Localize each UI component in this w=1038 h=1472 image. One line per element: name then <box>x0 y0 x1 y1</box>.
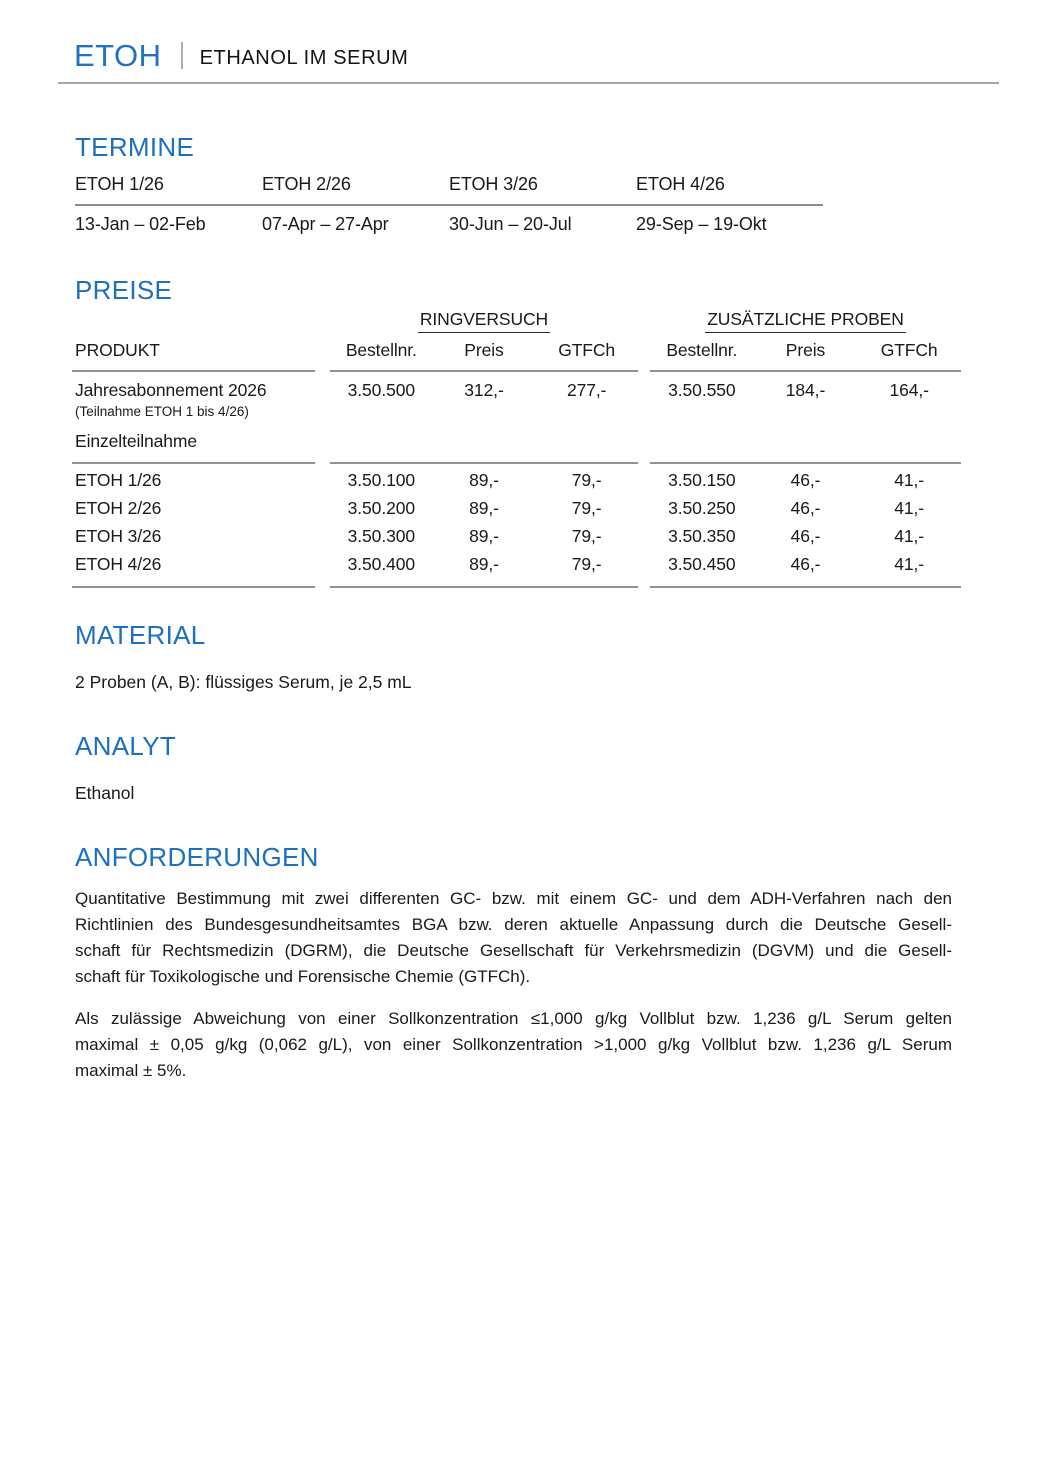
rule-segment <box>650 462 961 464</box>
paragraph-line: schaft für Toxikologische und Forensische Chemie (GTFCh). <box>75 967 531 986</box>
row-zp-preis: 46,- <box>790 553 821 574</box>
group-spacer <box>72 309 330 333</box>
zp-gtfch-header: GTFCh <box>880 340 938 360</box>
abo-zp-cells <box>650 380 961 401</box>
paragraph-line: maximal ± 0,05 g/kg (0,062 g/L), von einer Sollkonzentration >1,000 g/kg Vollblut bzw. 1,236 g/L Serum <box>75 1035 952 1054</box>
row-rv-preis: 89,- <box>469 525 499 546</box>
rule-segment <box>72 462 315 464</box>
abo-rv-bestellnr: 3.50.500 <box>347 380 415 400</box>
termine-col-3: ETOH 3/26 <box>449 174 538 194</box>
abo-note: (Teilnahme ETOH 1 bis 4/26) <box>75 404 249 419</box>
row-rv-gtfch: 79,- <box>571 469 602 490</box>
zp-subheaders <box>650 340 961 361</box>
rule-segment <box>72 370 315 372</box>
rv-subheaders <box>330 340 638 361</box>
row-zp-gtfch: 41,- <box>894 553 925 574</box>
group-ringversuch <box>330 309 638 333</box>
row-rv-gtfch: 79,- <box>571 497 602 518</box>
material-heading: MATERIAL <box>75 620 206 650</box>
abo-rv-preis: 312,- <box>464 380 504 400</box>
table-rule <box>72 586 962 588</box>
rv-bestellnr-header: Bestellnr. <box>345 340 417 360</box>
abo-zp-preis: 184,- <box>785 380 826 400</box>
row-zp-cells <box>650 470 961 491</box>
row-rv-gtfch: 79,- <box>571 553 602 574</box>
paragraph-line: maximal ± 5%. <box>75 1061 187 1080</box>
anforderungen-heading: ANFORDERUNGEN <box>75 842 319 872</box>
row-rv-cells <box>330 470 638 491</box>
rule-segment <box>650 586 961 588</box>
table-row-abo <box>72 372 962 421</box>
row-zp-cells <box>650 554 961 575</box>
row-zp-bestellnr: 3.50.450 <box>668 553 736 574</box>
page-title: ETHANOL IM SERUM <box>199 46 409 69</box>
row-rv-bestellnr: 3.50.400 <box>347 553 415 574</box>
einzelteilnahme-label: Einzelteilnahme <box>75 431 198 451</box>
rule-segment <box>72 586 315 588</box>
table-rule <box>72 462 962 464</box>
etoh-rows <box>72 464 962 582</box>
row-product: ETOH 4/26 <box>75 553 162 574</box>
termine-date-4: 29-Sep – 19-Okt <box>636 214 767 234</box>
ringversuch-label: RINGVERSUCH <box>418 309 550 333</box>
row-zp-cells <box>650 498 961 519</box>
zp-preis-header: Preis <box>785 340 826 360</box>
table-row <box>72 550 962 578</box>
row-zp-gtfch: 41,- <box>894 469 925 490</box>
row-zp-gtfch: 41,- <box>894 525 925 546</box>
analyte-code: ETOH <box>74 38 162 73</box>
row-zp-preis: 46,- <box>790 497 821 518</box>
zusatz-label: ZUSÄTZLICHE PROBEN <box>705 309 906 333</box>
preise-table <box>72 309 962 588</box>
row-zp-cells <box>650 526 961 547</box>
page-content <box>75 132 983 1084</box>
rv-preis-header: Preis <box>464 340 504 360</box>
row-zp-bestellnr: 3.50.350 <box>668 525 736 546</box>
row-rv-bestellnr: 3.50.300 <box>347 525 415 546</box>
anforderungen-paragraph-1 <box>75 886 952 990</box>
anforderungen-paragraph-2 <box>75 1006 952 1084</box>
material-text: 2 Proben (A, B): flüssiges Serum, je 2,5 mL <box>75 672 412 692</box>
analyt-heading: ANALYT <box>75 731 177 761</box>
produkt-header: PRODUKT <box>75 340 160 360</box>
group-gap <box>638 309 650 333</box>
abo-zp-gtfch: 164,- <box>889 380 929 400</box>
rv-gtfch-header: GTFCh <box>558 340 616 360</box>
row-rv-bestellnr: 3.50.100 <box>347 469 415 490</box>
table-row <box>72 494 962 522</box>
row-zp-bestellnr: 3.50.250 <box>668 497 736 518</box>
group-zusatz <box>650 309 961 333</box>
paragraph-line: Quantitative Bestimmung mit zwei differenten GC- bzw. mit einem GC- und dem ADH-Verfahren nach den <box>75 889 952 908</box>
paragraph-line: Richtlinien des Bundesgesundheitsamtes BGA bzw. deren aktuelle Anpassung durch die Deutsche Gesell- <box>75 915 952 934</box>
row-rv-bestellnr: 3.50.200 <box>347 497 415 518</box>
row-zp-preis: 46,- <box>790 469 821 490</box>
row-zp-gtfch: 41,- <box>894 497 925 518</box>
price-group-header-row <box>72 309 962 333</box>
table-row <box>72 466 962 494</box>
paragraph-line: Als zulässige Abweichung von einer Sollkonzentration ≤1,000 g/kg Vollblut bzw. 1,236 g/L Serum gelten <box>75 1009 952 1028</box>
row-product: ETOH 1/26 <box>75 469 162 490</box>
termine-date-2: 07-Apr – 27-Apr <box>262 214 389 234</box>
rule-segment <box>330 462 638 464</box>
row-rv-preis: 89,- <box>469 553 499 574</box>
price-column-header-row <box>72 340 962 370</box>
rule-segment <box>330 586 638 588</box>
termine-col-2: ETOH 2/26 <box>262 174 351 194</box>
abo-product-name: Jahresabonnement 2026 <box>75 380 267 400</box>
termine-date-1: 13-Jan – 02-Feb <box>75 214 206 234</box>
abo-product-cell <box>72 380 330 419</box>
table-rule <box>72 370 962 372</box>
zp-bestellnr-header: Bestellnr. <box>666 340 738 360</box>
row-rv-cells <box>330 554 638 575</box>
termine-table <box>75 174 823 235</box>
termine-col-1: ETOH 1/26 <box>75 174 164 194</box>
page-header <box>58 40 999 84</box>
row-product: ETOH 2/26 <box>75 497 162 518</box>
preise-heading: PREISE <box>75 275 173 305</box>
abo-rv-gtfch: 277,- <box>566 380 607 400</box>
row-rv-preis: 89,- <box>469 497 499 518</box>
row-product: ETOH 3/26 <box>75 525 162 546</box>
termine-col-4: ETOH 4/26 <box>636 174 725 194</box>
row-rv-gtfch: 79,- <box>571 525 602 546</box>
abo-rv-cells <box>330 380 638 401</box>
row-rv-preis: 89,- <box>469 469 499 490</box>
paragraph-line: schaft für Rechtsmedizin (DGRM), die Deutsche Gesellschaft für Verkehrsmedizin (DGVM) und die Gesell- <box>75 941 952 960</box>
termine-header-row <box>75 174 823 206</box>
row-zp-preis: 46,- <box>790 525 821 546</box>
termine-date-3: 30-Jun – 20-Jul <box>449 214 572 234</box>
analyt-text: Ethanol <box>75 783 135 803</box>
row-rv-cells <box>330 526 638 547</box>
termine-heading: TERMINE <box>75 132 195 162</box>
row-zp-bestellnr: 3.50.150 <box>668 469 736 490</box>
abo-zp-bestellnr: 3.50.550 <box>668 380 736 400</box>
header-divider <box>181 42 183 69</box>
termine-dates-row <box>75 206 823 235</box>
table-row <box>72 522 962 550</box>
rule-segment <box>650 370 961 372</box>
rule-segment <box>330 370 638 372</box>
row-rv-cells <box>330 498 638 519</box>
